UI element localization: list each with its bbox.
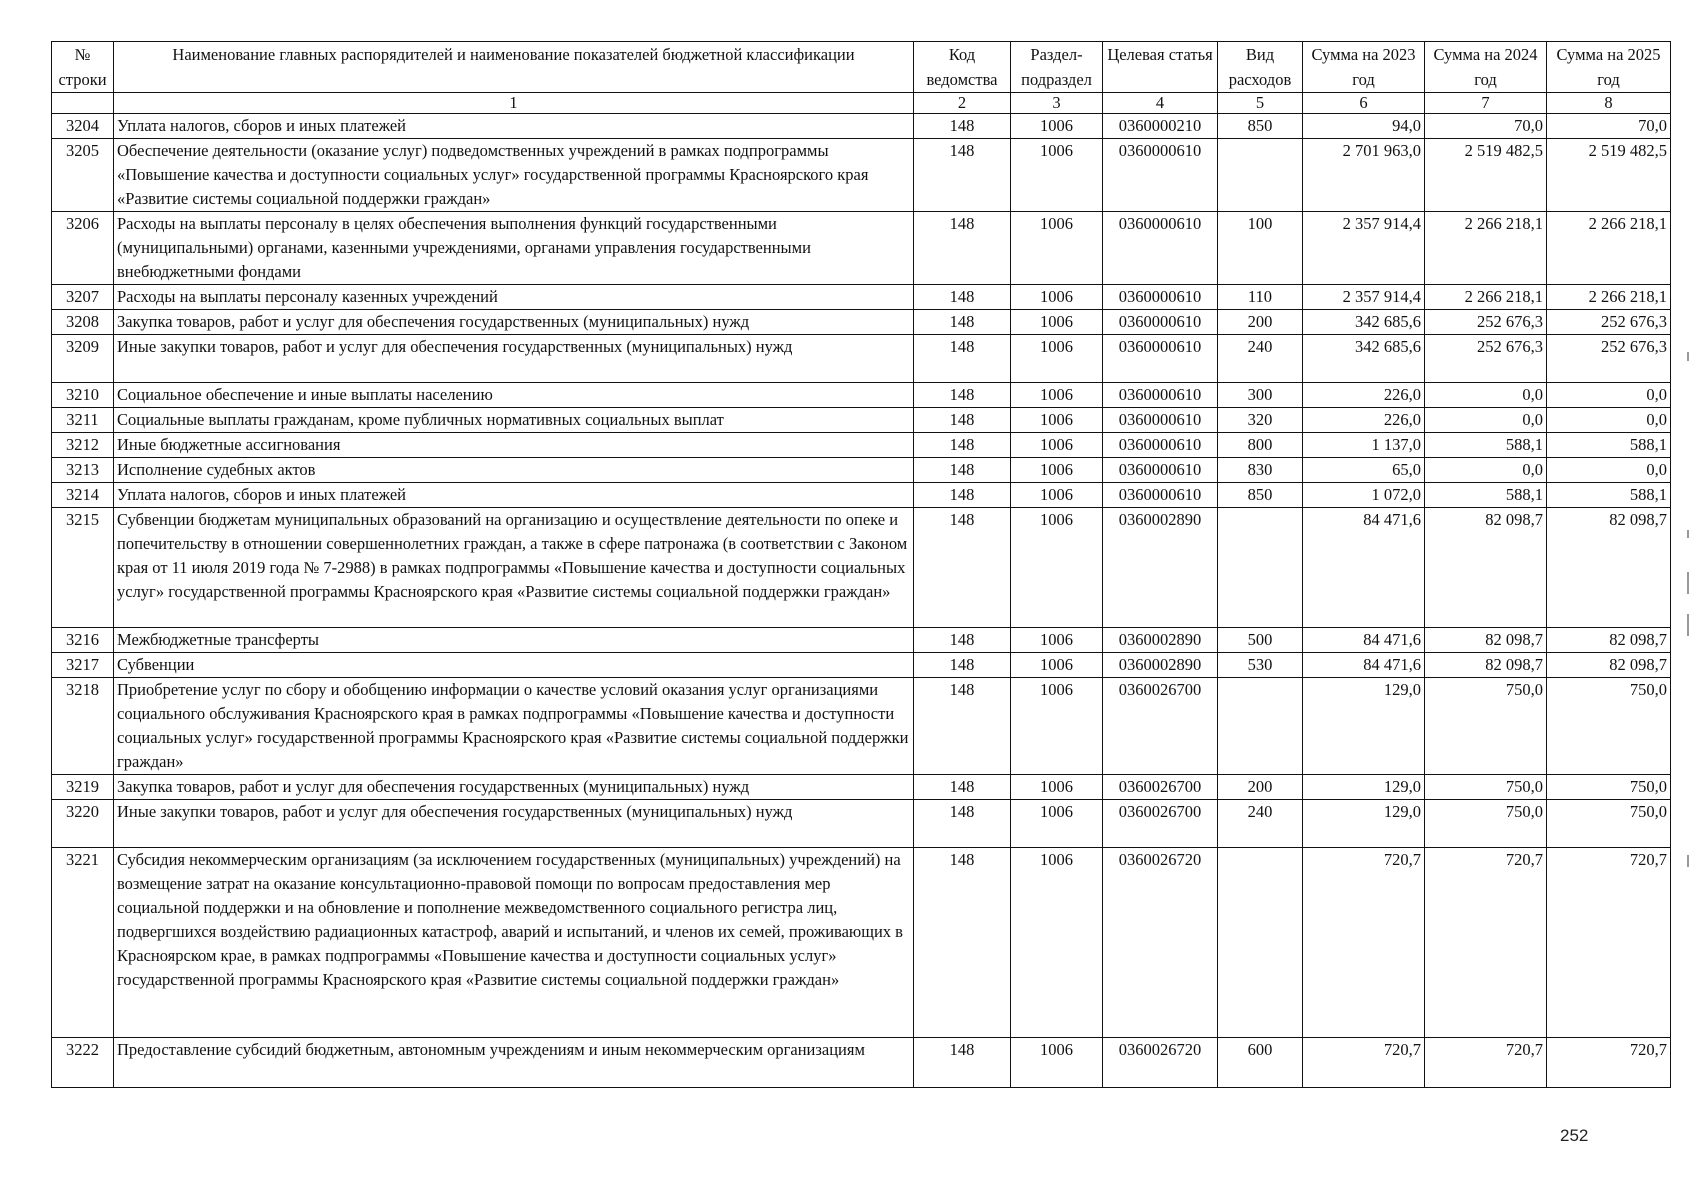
- column-number-row: [52, 93, 1671, 114]
- row-number: 3219: [52, 775, 114, 800]
- target-code: 0360002890: [1103, 653, 1218, 678]
- section-code: 1006: [1011, 310, 1103, 335]
- row-name: Предоставление субсидий бюджетным, автономным учреждениям и иным некоммерческим организациям: [114, 1038, 914, 1088]
- expense-type: 200: [1218, 775, 1303, 800]
- budget-table: [51, 41, 1671, 1088]
- row-number: 3218: [52, 678, 114, 775]
- dept-code: 148: [914, 310, 1011, 335]
- sum-2025: 252 676,3: [1547, 335, 1671, 383]
- sum-2024: 2 266 218,1: [1425, 212, 1547, 285]
- sum-2024: 82 098,7: [1425, 628, 1547, 653]
- target-code: 0360000610: [1103, 483, 1218, 508]
- header-sum-2023: Сумма на 2023 год: [1303, 42, 1425, 93]
- sum-2024: 0,0: [1425, 383, 1547, 408]
- row-number: 3210: [52, 383, 114, 408]
- table-row: [52, 800, 1671, 848]
- expense-type: 240: [1218, 800, 1303, 848]
- dept-code: 148: [914, 848, 1011, 1038]
- target-code: 0360000610: [1103, 139, 1218, 212]
- sum-2025: 0,0: [1547, 408, 1671, 433]
- expense-type: 850: [1218, 483, 1303, 508]
- sum-2025: 0,0: [1547, 458, 1671, 483]
- table-row: [52, 678, 1671, 775]
- column-number: 2: [914, 93, 1011, 114]
- sum-2023: 129,0: [1303, 678, 1425, 775]
- sum-2025: 720,7: [1547, 1038, 1671, 1088]
- target-code: 0360000210: [1103, 114, 1218, 139]
- sum-2023: 1 072,0: [1303, 483, 1425, 508]
- section-code: 1006: [1011, 408, 1103, 433]
- row-number: 3214: [52, 483, 114, 508]
- row-number: 3215: [52, 508, 114, 628]
- sum-2023: 94,0: [1303, 114, 1425, 139]
- row-number: 3208: [52, 310, 114, 335]
- row-name: Субвенции: [114, 653, 914, 678]
- target-code: 0360000610: [1103, 433, 1218, 458]
- column-number: 8: [1547, 93, 1671, 114]
- table-row: [52, 212, 1671, 285]
- section-code: 1006: [1011, 653, 1103, 678]
- expense-type: 830: [1218, 458, 1303, 483]
- sum-2024: 252 676,3: [1425, 335, 1547, 383]
- row-number: 3221: [52, 848, 114, 1038]
- header-name: Наименование главных распорядителей и наименование показателей бюджетной классификации: [114, 42, 914, 93]
- sum-2023: 2 701 963,0: [1303, 139, 1425, 212]
- expense-type: [1218, 508, 1303, 628]
- sum-2025: 82 098,7: [1547, 628, 1671, 653]
- expense-type: 850: [1218, 114, 1303, 139]
- row-name: Закупка товаров, работ и услуг для обеспечения государственных (муниципальных) нужд: [114, 310, 914, 335]
- table-row: [52, 483, 1671, 508]
- section-code: 1006: [1011, 285, 1103, 310]
- table-row: [52, 775, 1671, 800]
- dept-code: 148: [914, 678, 1011, 775]
- sum-2023: 65,0: [1303, 458, 1425, 483]
- header-row-no: № строки: [52, 42, 114, 93]
- sum-2023: 84 471,6: [1303, 628, 1425, 653]
- sum-2023: 84 471,6: [1303, 653, 1425, 678]
- dept-code: 148: [914, 775, 1011, 800]
- target-code: 0360000610: [1103, 458, 1218, 483]
- dept-code: 148: [914, 1038, 1011, 1088]
- dept-code: 148: [914, 653, 1011, 678]
- dept-code: 148: [914, 285, 1011, 310]
- expense-type: 110: [1218, 285, 1303, 310]
- expense-type: [1218, 848, 1303, 1038]
- table-row: [52, 628, 1671, 653]
- section-code: 1006: [1011, 458, 1103, 483]
- expense-type: 600: [1218, 1038, 1303, 1088]
- sum-2023: 2 357 914,4: [1303, 212, 1425, 285]
- sum-2025: 588,1: [1547, 483, 1671, 508]
- expense-type: 240: [1218, 335, 1303, 383]
- section-code: 1006: [1011, 678, 1103, 775]
- table-row: [52, 1038, 1671, 1088]
- sum-2023: 129,0: [1303, 775, 1425, 800]
- column-number: 5: [1218, 93, 1303, 114]
- expense-type: 800: [1218, 433, 1303, 458]
- sum-2023: 226,0: [1303, 383, 1425, 408]
- table-row: [52, 383, 1671, 408]
- row-name: Межбюджетные трансферты: [114, 628, 914, 653]
- dept-code: 148: [914, 628, 1011, 653]
- sum-2024: 750,0: [1425, 800, 1547, 848]
- sum-2023: 226,0: [1303, 408, 1425, 433]
- row-name: Уплата налогов, сборов и иных платежей: [114, 114, 914, 139]
- row-name: Субсидия некоммерческим организациям (за исключением государственных (муниципальных) учреждений) на возмещение затрат на оказание консультационно-правовой помощи по вопросам предоставления мер социальной поддержки и на обновление и пополнение межведомственного социального регистра лиц, подвергшихся воздействию радиационных катастроф, аварий и испытаний, и членов их семей, проживающих в Красноярском крае, в рамках подпрограммы «Повышение качества и доступности социальных услуг» государственной программы Красноярского края «Развитие системы социальной поддержки граждан»: [114, 848, 914, 1038]
- scan-edge-mark: [1687, 614, 1689, 636]
- section-code: 1006: [1011, 775, 1103, 800]
- header-expense-type: Вид расходов: [1218, 42, 1303, 93]
- row-number: 3204: [52, 114, 114, 139]
- row-name: Иные бюджетные ассигнования: [114, 433, 914, 458]
- dept-code: 148: [914, 800, 1011, 848]
- row-number: 3209: [52, 335, 114, 383]
- sum-2024: 588,1: [1425, 433, 1547, 458]
- page-number: 252: [1560, 1126, 1589, 1145]
- column-number: 3: [1011, 93, 1103, 114]
- target-code: 0360000610: [1103, 408, 1218, 433]
- table-row: [52, 433, 1671, 458]
- sum-2025: 2 519 482,5: [1547, 139, 1671, 212]
- row-name: Социальные выплаты гражданам, кроме публичных нормативных социальных выплат: [114, 408, 914, 433]
- dept-code: 148: [914, 408, 1011, 433]
- row-number: 3212: [52, 433, 114, 458]
- sum-2023: 1 137,0: [1303, 433, 1425, 458]
- table-row: [52, 335, 1671, 383]
- scan-edge-mark: [1687, 530, 1689, 538]
- column-number: 1: [114, 93, 914, 114]
- sum-2024: 252 676,3: [1425, 310, 1547, 335]
- row-name: Расходы на выплаты персоналу казенных учреждений: [114, 285, 914, 310]
- row-number: 3220: [52, 800, 114, 848]
- sum-2023: 720,7: [1303, 848, 1425, 1038]
- target-code: 0360026720: [1103, 1038, 1218, 1088]
- row-number: 3216: [52, 628, 114, 653]
- table-row: [52, 508, 1671, 628]
- sum-2025: 2 266 218,1: [1547, 285, 1671, 310]
- row-number: 3213: [52, 458, 114, 483]
- column-number: 7: [1425, 93, 1547, 114]
- row-number: 3211: [52, 408, 114, 433]
- target-code: 0360026700: [1103, 775, 1218, 800]
- section-code: 1006: [1011, 628, 1103, 653]
- target-code: 0360002890: [1103, 628, 1218, 653]
- sum-2025: 750,0: [1547, 775, 1671, 800]
- row-number: 3222: [52, 1038, 114, 1088]
- header-target: Целевая статья: [1103, 42, 1218, 93]
- target-code: 0360000610: [1103, 335, 1218, 383]
- expense-type: 200: [1218, 310, 1303, 335]
- table-row: [52, 848, 1671, 1038]
- column-number: 4: [1103, 93, 1218, 114]
- sum-2025: 588,1: [1547, 433, 1671, 458]
- section-code: 1006: [1011, 114, 1103, 139]
- scan-edge-mark: [1687, 572, 1689, 594]
- row-number: 3207: [52, 285, 114, 310]
- sum-2025: 82 098,7: [1547, 508, 1671, 628]
- expense-type: 100: [1218, 212, 1303, 285]
- row-name: Расходы на выплаты персоналу в целях обеспечения выполнения функций государственными (муниципальными) органами, казенными учреждениями, органами управления государственными внебюджетными фондами: [114, 212, 914, 285]
- expense-type: 300: [1218, 383, 1303, 408]
- sum-2023: 720,7: [1303, 1038, 1425, 1088]
- column-number-blank: [52, 93, 114, 114]
- sum-2024: 750,0: [1425, 775, 1547, 800]
- section-code: 1006: [1011, 335, 1103, 383]
- expense-type: [1218, 678, 1303, 775]
- dept-code: 148: [914, 114, 1011, 139]
- sum-2024: 750,0: [1425, 678, 1547, 775]
- target-code: 0360026720: [1103, 848, 1218, 1038]
- row-name: Субвенции бюджетам муниципальных образований на организацию и осуществление деятельности по опеке и попечительству в отношении совершеннолетних граждан, а также в сфере патронажа (в соответствии с Законом края от 11 июля 2019 года № 7-2988) в рамках подпрограммы «Повышение качества и доступности социальных услуг» государственной программы Красноярского края «Развитие системы социальной поддержки граждан»: [114, 508, 914, 628]
- dept-code: 148: [914, 383, 1011, 408]
- row-name: Уплата налогов, сборов и иных платежей: [114, 483, 914, 508]
- sum-2024: 82 098,7: [1425, 508, 1547, 628]
- sum-2024: 0,0: [1425, 408, 1547, 433]
- row-name: Социальное обеспечение и иные выплаты населению: [114, 383, 914, 408]
- sum-2025: 82 098,7: [1547, 653, 1671, 678]
- row-name: Иные закупки товаров, работ и услуг для обеспечения государственных (муниципальных) нужд: [114, 335, 914, 383]
- row-name: Обеспечение деятельности (оказание услуг) подведомственных учреждений в рамках подпрограммы «Повышение качества и доступности социальных услуг» государственной программы Красноярского края «Развитие системы социальной поддержки граждан»: [114, 139, 914, 212]
- section-code: 1006: [1011, 139, 1103, 212]
- target-code: 0360026700: [1103, 800, 1218, 848]
- sum-2025: 0,0: [1547, 383, 1671, 408]
- table-row: [52, 285, 1671, 310]
- row-name: Исполнение судебных актов: [114, 458, 914, 483]
- dept-code: 148: [914, 212, 1011, 285]
- section-code: 1006: [1011, 383, 1103, 408]
- section-code: 1006: [1011, 212, 1103, 285]
- sum-2024: 2 519 482,5: [1425, 139, 1547, 212]
- sum-2025: 252 676,3: [1547, 310, 1671, 335]
- section-code: 1006: [1011, 433, 1103, 458]
- sum-2024: 82 098,7: [1425, 653, 1547, 678]
- expense-type: [1218, 139, 1303, 212]
- sum-2024: 70,0: [1425, 114, 1547, 139]
- expense-type: 320: [1218, 408, 1303, 433]
- header-sum-2025: Сумма на 2025 год: [1547, 42, 1671, 93]
- header-section: Раздел-подраздел: [1011, 42, 1103, 93]
- sum-2025: 720,7: [1547, 848, 1671, 1038]
- sum-2023: 129,0: [1303, 800, 1425, 848]
- header-row: [52, 42, 1671, 93]
- table-row: [52, 458, 1671, 483]
- section-code: 1006: [1011, 1038, 1103, 1088]
- sum-2024: 720,7: [1425, 848, 1547, 1038]
- section-code: 1006: [1011, 800, 1103, 848]
- row-name: Приобретение услуг по сбору и обобщению информации о качестве условий оказания услуг организациями социального обслуживания Красноярского края в рамках подпрограммы «Повышение качества и доступности социальных услуг» государственной программы Красноярского края «Развитие системы социальной поддержки граждан»: [114, 678, 914, 775]
- target-code: 0360000610: [1103, 285, 1218, 310]
- sum-2024: 588,1: [1425, 483, 1547, 508]
- sum-2024: 720,7: [1425, 1038, 1547, 1088]
- row-number: 3217: [52, 653, 114, 678]
- dept-code: 148: [914, 458, 1011, 483]
- dept-code: 148: [914, 508, 1011, 628]
- row-name: Иные закупки товаров, работ и услуг для обеспечения государственных (муниципальных) нужд: [114, 800, 914, 848]
- sum-2025: 750,0: [1547, 678, 1671, 775]
- column-number: 6: [1303, 93, 1425, 114]
- sum-2023: 342 685,6: [1303, 310, 1425, 335]
- sum-2023: 342 685,6: [1303, 335, 1425, 383]
- target-code: 0360000610: [1103, 212, 1218, 285]
- scan-edge-mark: [1687, 352, 1689, 361]
- target-code: 0360000610: [1103, 310, 1218, 335]
- row-name: Закупка товаров, работ и услуг для обеспечения государственных (муниципальных) нужд: [114, 775, 914, 800]
- section-code: 1006: [1011, 508, 1103, 628]
- sum-2025: 70,0: [1547, 114, 1671, 139]
- row-number: 3206: [52, 212, 114, 285]
- table-row: [52, 139, 1671, 212]
- dept-code: 148: [914, 335, 1011, 383]
- expense-type: 500: [1218, 628, 1303, 653]
- sum-2024: 2 266 218,1: [1425, 285, 1547, 310]
- sum-2025: 750,0: [1547, 800, 1671, 848]
- section-code: 1006: [1011, 848, 1103, 1038]
- target-code: 0360000610: [1103, 383, 1218, 408]
- scan-edge-mark: [1687, 855, 1689, 867]
- table-row: [52, 310, 1671, 335]
- table-row: [52, 114, 1671, 139]
- dept-code: 148: [914, 483, 1011, 508]
- sum-2023: 84 471,6: [1303, 508, 1425, 628]
- target-code: 0360026700: [1103, 678, 1218, 775]
- expense-type: 530: [1218, 653, 1303, 678]
- header-sum-2024: Сумма на 2024 год: [1425, 42, 1547, 93]
- target-code: 0360002890: [1103, 508, 1218, 628]
- sum-2023: 2 357 914,4: [1303, 285, 1425, 310]
- sum-2024: 0,0: [1425, 458, 1547, 483]
- header-dept-code: Код ведомства: [914, 42, 1011, 93]
- table-row: [52, 653, 1671, 678]
- sum-2025: 2 266 218,1: [1547, 212, 1671, 285]
- section-code: 1006: [1011, 483, 1103, 508]
- row-number: 3205: [52, 139, 114, 212]
- table-row: [52, 408, 1671, 433]
- dept-code: 148: [914, 433, 1011, 458]
- dept-code: 148: [914, 139, 1011, 212]
